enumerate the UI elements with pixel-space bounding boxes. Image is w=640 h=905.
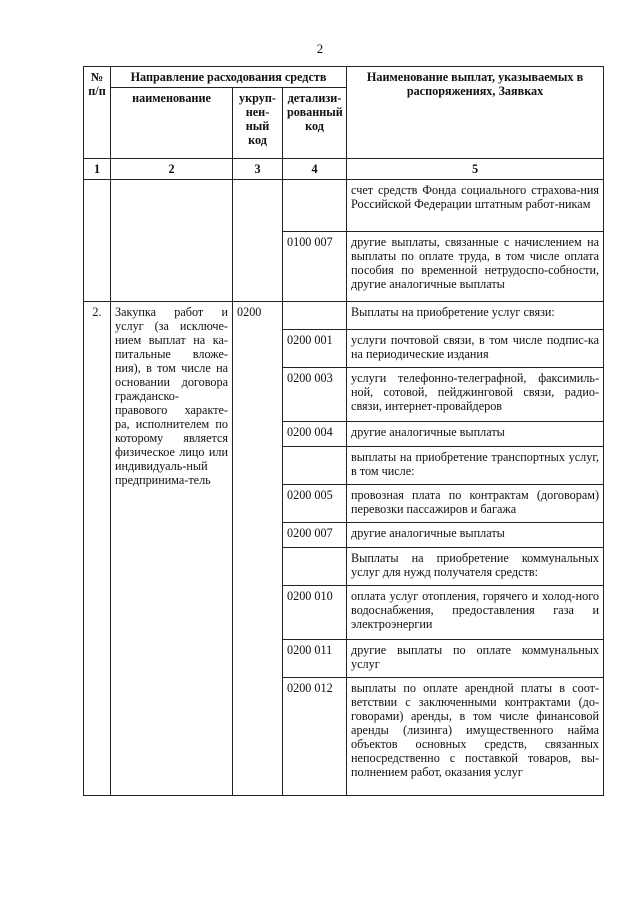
column-index: 5	[347, 159, 604, 180]
row-detailed-code: 0200 005	[283, 485, 347, 523]
header-payments: Наименование выплат, указываемых в распоряжениях, Заявках	[347, 67, 604, 159]
row-description: Выплаты на приобретение услуг связи:	[347, 302, 604, 330]
row-detailed-code	[283, 302, 347, 330]
header-num: № п/п	[84, 67, 111, 159]
column-index: 4	[283, 159, 347, 180]
table-row	[84, 180, 604, 232]
row-description: счет средств Фонда социального страхова-ния Российской Федерации штатным работ-никам	[347, 180, 604, 232]
row-detailed-code: 0200 011	[283, 640, 347, 678]
header-aggregated-code: укруп-нен-ный код	[233, 88, 283, 159]
row-detailed-code: 0200 007	[283, 523, 347, 548]
row-detailed-code	[283, 180, 347, 232]
row-aggregated-code: 0200	[233, 302, 283, 796]
row-aggregated-code-cell	[233, 180, 283, 302]
row-description: другие выплаты, связанные с начислением на выплаты по оплате труда, в том числе оплата пособия по временной нетрудоспо-собности, другие аналогичные выплаты	[347, 232, 604, 302]
column-index: 2	[111, 159, 233, 180]
page-number: 2	[316, 41, 324, 56]
header-direction: Направление расходования средств	[111, 67, 347, 88]
row-description: услуги почтовой связи, в том числе подпис-ка на периодические издания	[347, 330, 604, 368]
row-detailed-code: 0200 003	[283, 368, 347, 422]
row-detailed-code: 0200 010	[283, 586, 347, 640]
row-detailed-code	[283, 447, 347, 485]
row-description: выплаты на приобретение транспортных услуг, в том числе:	[347, 447, 604, 485]
table-row	[84, 302, 604, 330]
row-number-cell	[84, 180, 111, 302]
row-description: Выплаты на приобретение коммунальных услуг для нужд получателя средств:	[347, 548, 604, 586]
row-description: провозная плата по контрактам (договорам) перевозки пассажиров и багажа	[347, 485, 604, 523]
row-name-cell	[111, 180, 233, 302]
header-detailed-code: детализи-рованный код	[283, 88, 347, 159]
row-description: другие аналогичные выплаты	[347, 523, 604, 548]
row-name: Закупка работ и услуг (за исключе-нием выплат на ка-питальные вложе-ния), в том числе на основании договора гражданско-правового характе-ра, исполнителем по которому является физическое лицо или индивидуаль-ный предпринима-тель	[111, 302, 233, 796]
row-description: выплаты по оплате арендной платы в соот-ветствии с заключенными контрактами (до-говорами) аренды, в том числе финансовой аренды (лизинга) имущественного найма объектов основных средств, связанных непосредственно с поставкой товаров, вы-полнением работ, оказания услуг	[347, 678, 604, 796]
row-detailed-code: 0200 004	[283, 422, 347, 447]
budget-classification-table	[83, 66, 604, 796]
row-description: другие выплаты по оплате коммунальных услуг	[347, 640, 604, 678]
row-number: 2.	[84, 302, 111, 796]
row-description: оплата услуг отопления, горячего и холод-ного водоснабжения, предоставления газа и электроэнергии	[347, 586, 604, 640]
header-name: наименование	[111, 88, 233, 159]
row-description: другие аналогичные выплаты	[347, 422, 604, 447]
column-index: 1	[84, 159, 111, 180]
row-description: услуги телефонно-телеграфной, факсимиль-ной, сотовой, пейджинговой связи, радио-связи, интернет-провайдеров	[347, 368, 604, 422]
column-index: 3	[233, 159, 283, 180]
row-detailed-code: 0200 001	[283, 330, 347, 368]
row-detailed-code: 0200 012	[283, 678, 347, 796]
row-detailed-code: 0100 007	[283, 232, 347, 302]
row-detailed-code	[283, 548, 347, 586]
